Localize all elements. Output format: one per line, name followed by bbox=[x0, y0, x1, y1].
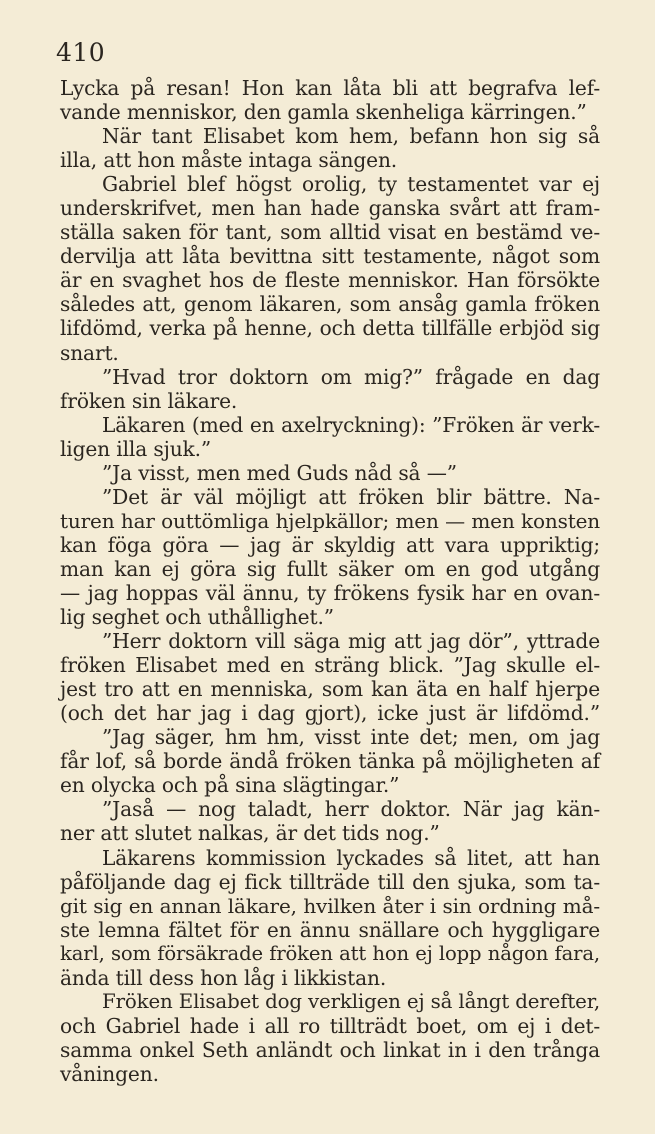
text-line: således att, genom läkaren, som ansåg gamla fröken bbox=[60, 292, 600, 317]
text-line: (och det har jag i dag gjort), icke just är lifdömd.” bbox=[60, 701, 600, 726]
text-line: ända till dess hon låg i likkistan. bbox=[60, 965, 387, 990]
text-line: Läkarens kommission lyckades så litet, att han bbox=[102, 845, 600, 870]
text-line: ”Jag säger, hm hm, visst inte det; men, om jag bbox=[102, 725, 600, 750]
text-line: ligen illa sjuk.” bbox=[60, 436, 212, 461]
text-line: ste lemna fältet för en ännu snällare och hyggligare bbox=[60, 917, 600, 942]
text-line: fröken Elisabet med en sträng blick. ”Jag skulle el- bbox=[60, 653, 600, 678]
text-line: får lof, så borde ändå fröken tänka på möjligheten af bbox=[60, 749, 600, 774]
text-line: påföljande dag ej fick tillträde till den sjuka, som ta- bbox=[60, 869, 600, 894]
page-number: 410 bbox=[56, 38, 106, 67]
text-line: man kan ej göra sig fullt säker om en god utgång bbox=[60, 556, 600, 581]
text-line: lifdömd, verka på henne, och detta tillfälle erbjöd sig bbox=[60, 316, 600, 341]
text-line: turen har outtömliga hjelpkällor; men — men konsten bbox=[60, 508, 600, 533]
text-line: ”Ja visst, men med Guds nåd så —” bbox=[102, 460, 457, 485]
text-line: Lycka på resan! Hon kan låta bli att begrafva lef- bbox=[60, 76, 600, 100]
text-line: — jag hoppas väl ännu, ty frökens fysik har en ovan- bbox=[60, 580, 600, 605]
text-line: lig seghet och uthållighet.” bbox=[60, 605, 334, 630]
text-line: ”Det är väl möjligt att fröken blir bättre. Na- bbox=[102, 484, 600, 509]
text-line: ”Herr doktorn vill säga mig att jag dör”, yttrade bbox=[102, 629, 600, 654]
text-line: jest tro att en menniska, som kan äta en half hjerpe bbox=[60, 677, 600, 702]
text-line: ”Jaså — nog taladt, herr doktor. När jag kän- bbox=[102, 797, 600, 822]
text-line: en olycka och på sina slägtingar.” bbox=[60, 773, 400, 798]
text-line: vande menniskor, den gamla skenheliga kärringen.” bbox=[60, 100, 587, 125]
text-line: samma onkel Seth anländt och linkat in i den trånga bbox=[60, 1037, 600, 1062]
text-line: Läkaren (med en axelryckning): ”Fröken är verk- bbox=[102, 412, 600, 437]
text-line: Gabriel blef högst orolig, ty testamentet var ej bbox=[102, 172, 600, 197]
text-line: våningen. bbox=[60, 1061, 159, 1086]
text-line: kan föga göra — jag är skyldig att vara uppriktig; bbox=[60, 532, 600, 557]
text-line: fröken sin läkare. bbox=[60, 388, 238, 413]
text-line: ställa saken för tant, som alltid visat en bestämd ve- bbox=[60, 220, 600, 245]
text-line: snart. bbox=[60, 340, 119, 365]
text-line: karl, som försäkrade fröken att hon ej lopp någon fara, bbox=[60, 941, 600, 965]
text-line: är en svaghet hos de fleste menniskor. Han försökte bbox=[60, 268, 600, 293]
text-line: ner att slutet nalkas, är det tids nog.” bbox=[60, 821, 440, 846]
body-text bbox=[60, 76, 600, 1086]
text-line: underskrifvet, men han hade ganska svårt att fram- bbox=[60, 196, 600, 221]
text-line: git sig en annan läkare, hvilken åter i sin ordning må- bbox=[60, 893, 600, 918]
text-line: illa, att hon måste intaga sängen. bbox=[60, 148, 398, 173]
text-line: Fröken Elisabet dog verkligen ej så långt derefter, bbox=[102, 989, 600, 1013]
text-line: dervilja att låta bevittna sitt testamente, något som bbox=[60, 244, 600, 269]
text-line: När tant Elisabet kom hem, befann hon sig så bbox=[102, 124, 600, 149]
text-line: och Gabriel hade i all ro tillträdt boet, om ej i det- bbox=[60, 1013, 600, 1038]
text-line: ”Hvad tror doktorn om mig?” frågade en dag bbox=[102, 364, 600, 389]
